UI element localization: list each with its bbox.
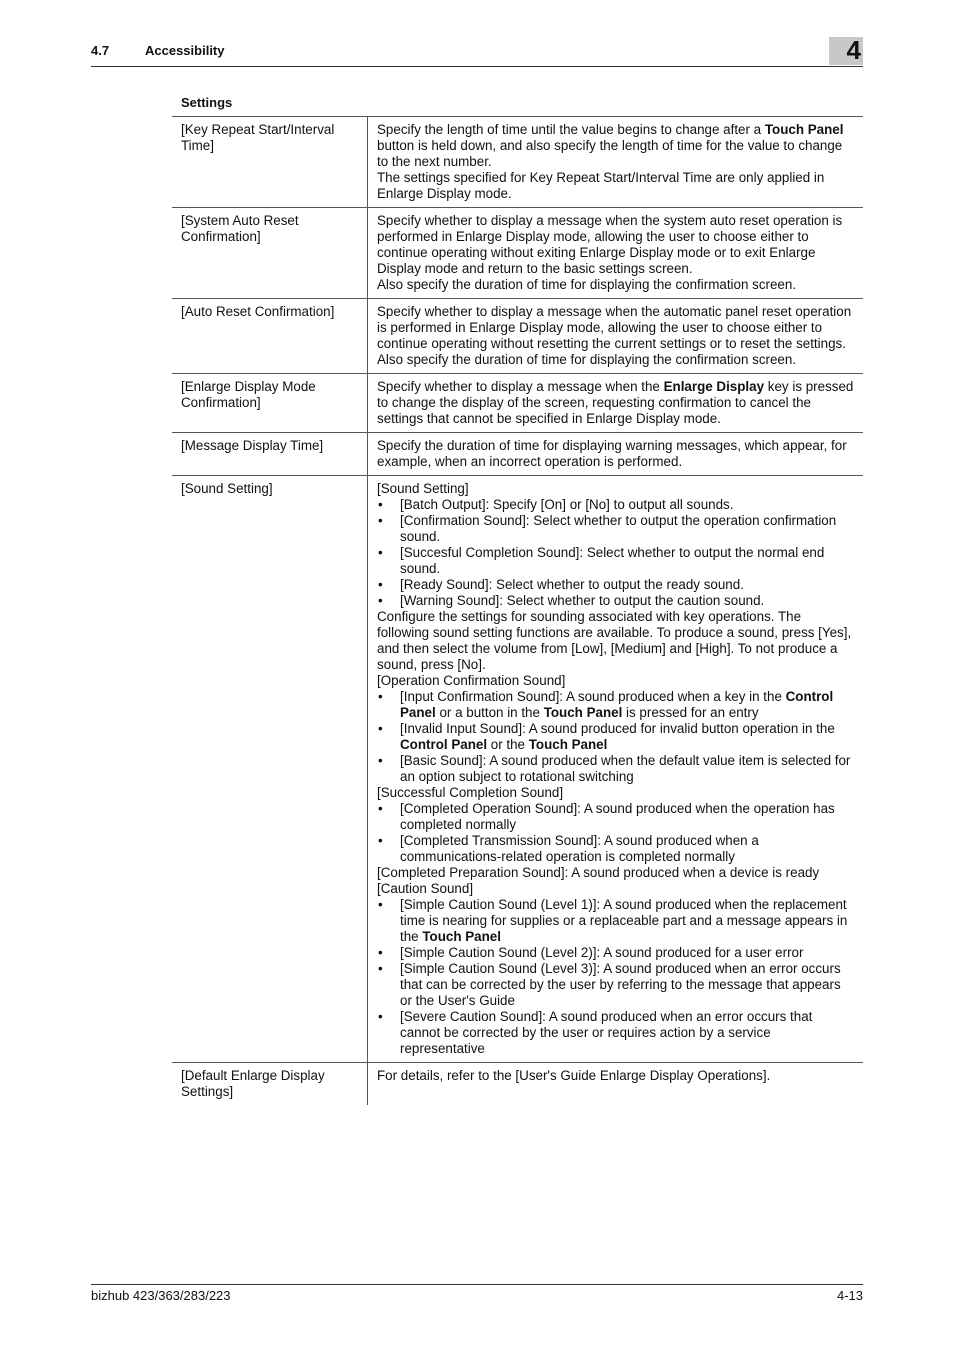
table-row (172, 117, 863, 208)
setting-name: [Key Repeat Start/Interval Time] (172, 117, 368, 208)
setting-name: [Enlarge Display Mode Confirmation] (172, 374, 368, 433)
list-item (377, 1009, 855, 1057)
text-run: [Confirmation Sound]: Select whether to output the operation confirmation sound. (400, 513, 837, 544)
text-run: Specify whether to display a message when the system auto reset operation is performed in Enlarge Display mode, allowing the user to choose either to continue operating without exiting Enlarge Display mode or to exit Enlarge Display mode and return to the basic settings screen. (377, 213, 843, 276)
text-run: The settings specified for Key Repeat Start/Interval Time are only applied in Enlarge Display mode. (377, 170, 825, 201)
bold-term: Control Panel (400, 737, 488, 752)
setting-name: [Auto Reset Confirmation] (172, 299, 368, 374)
description-line (377, 277, 855, 293)
settings-table (172, 116, 863, 1105)
text-run: [Succesful Completion Sound]: Select whether to output the normal end sound. (400, 545, 825, 576)
table-row (172, 208, 863, 299)
text-run: Also specify the duration of time for displaying the confirmation screen. (377, 277, 797, 292)
setting-name: [Message Display Time] (172, 433, 368, 476)
page-footer (91, 1284, 863, 1303)
setting-description (368, 476, 864, 1063)
list-item (377, 545, 855, 577)
text-run: [Input Confirmation Sound]: A sound produced when a key in the (400, 689, 786, 704)
setting-description (368, 299, 864, 374)
text-run: Also specify the duration of time for displaying the confirmation screen. (377, 352, 797, 367)
text-run: [Batch Output]: Specify [On] or [No] to output all sounds. (400, 497, 734, 512)
list-item (377, 801, 855, 833)
list-item (377, 689, 855, 721)
setting-description (368, 208, 864, 299)
text-run: For details, refer to the [User's Guide Enlarge Display Operations]. (377, 1068, 771, 1083)
setting-description (368, 117, 864, 208)
page-header (91, 35, 863, 67)
list-item (377, 497, 855, 513)
description-line (377, 673, 855, 689)
text-run: [Completed Preparation Sound]: A sound produced when a device is ready (377, 865, 820, 880)
text-run: [Invalid Input Sound]: A sound produced for invalid button operation in the (400, 721, 835, 736)
bold-term: Enlarge Display (663, 379, 765, 394)
bullet-list (377, 689, 855, 785)
description-line (377, 170, 855, 202)
description-line (377, 379, 855, 427)
setting-name: [Sound Setting] (172, 476, 368, 1063)
text-run: [Simple Caution Sound (Level 1)]: A sound produced when the replacement time is nearing for supplies or a replaceable part and a message appears in the (400, 897, 848, 944)
text-run: Specify whether to display a message when the automatic panel reset operation is performed in Enlarge Display mode, allowing the user to choose either to continue operating without resetting the current settings or to reset the settings. (377, 304, 852, 351)
list-item (377, 897, 855, 945)
text-run: [Caution Sound] (377, 881, 474, 896)
text-run: [Completed Operation Sound]: A sound produced when the operation has completed normally (400, 801, 835, 832)
bullet-list (377, 801, 855, 865)
chapter-tab (829, 37, 863, 65)
list-item (377, 721, 855, 753)
bold-term: Touch Panel (543, 705, 623, 720)
list-item (377, 961, 855, 1009)
table-row (172, 299, 863, 374)
list-item (377, 833, 855, 865)
text-run: button is held down, and also specify the length of time for the value to change to the next number. (377, 138, 843, 169)
text-run: [Ready Sound]: Select whether to output the ready sound. (400, 577, 744, 592)
text-run: is pressed for an entry (622, 705, 759, 720)
text-run: Specify the duration of time for displaying warning messages, which appear, for example, when an incorrect operation is performed. (377, 438, 847, 469)
text-run: [Sound Setting] (377, 481, 469, 496)
description-line (377, 609, 855, 673)
section-title: Accessibility (145, 43, 225, 58)
text-run: key is pressed to change the display of the screen, requesting confirmation to cancel the settings that cannot be specified in Enlarge Display mode. (377, 379, 854, 426)
bullet-list (377, 497, 855, 609)
section-number: 4.7 (91, 43, 110, 58)
description-line (377, 1068, 855, 1084)
description-line (377, 881, 855, 897)
chapter-number: 4 (846, 35, 861, 65)
table-row (172, 476, 863, 1063)
text-run: Specify whether to display a message when the (377, 379, 664, 394)
text-run: [Simple Caution Sound (Level 2)]: A sound produced for a user error (400, 945, 804, 960)
list-item (377, 945, 855, 961)
description-line (377, 213, 855, 277)
list-item (377, 753, 855, 785)
description-line (377, 304, 855, 352)
list-item (377, 513, 855, 545)
text-run: or a button in the (435, 705, 544, 720)
text-run: [Completed Transmission Sound]: A sound produced when a communications-related operation is completed normally (400, 833, 759, 864)
text-run: Configure the settings for sounding associated with key operations. The following sound setting functions are available. To produce a sound, press [Yes], and then select the volume from [Low], [Medium] and [High]. To not produce a sound, press [No]. (377, 609, 852, 672)
list-item (377, 593, 855, 609)
footer-model: bizhub 423/363/283/223 (91, 1288, 231, 1303)
settings-heading: Settings (181, 95, 233, 110)
setting-description (368, 433, 864, 476)
description-line (377, 122, 855, 170)
text-run: [Simple Caution Sound (Level 3)]: A sound produced when an error occurs that can be corrected by the user by referring to the message that appears or the User's Guide (400, 961, 841, 1008)
table-row (172, 374, 863, 433)
text-run: [Severe Caution Sound]: A sound produced when an error occurs that cannot be corrected by the user or requires action by a service representative (400, 1009, 813, 1056)
list-item (377, 577, 855, 593)
description-line (377, 481, 855, 497)
text-run: [Warning Sound]: Select whether to output the caution sound. (400, 593, 765, 608)
bold-term: Touch Panel (764, 122, 844, 137)
setting-description (368, 1063, 864, 1106)
text-run: [Operation Confirmation Sound] (377, 673, 566, 688)
setting-name: [Default Enlarge Display Settings] (172, 1063, 368, 1106)
description-line (377, 865, 855, 881)
bullet-list (377, 897, 855, 1057)
text-run: [Basic Sound]: A sound produced when the default value item is selected for an option subject to rotational switching (400, 753, 851, 784)
setting-description (368, 374, 864, 433)
description-line (377, 352, 855, 368)
bold-term: Touch Panel (422, 929, 501, 944)
setting-name: [System Auto Reset Confirmation] (172, 208, 368, 299)
description-line (377, 785, 855, 801)
text-run: Specify the length of time until the value begins to change after a (377, 122, 765, 137)
description-line (377, 438, 855, 470)
table-row (172, 1063, 863, 1106)
table-row (172, 433, 863, 476)
bold-term: Control Panel (400, 689, 834, 720)
text-run: or the (487, 737, 529, 752)
footer-page-number: 4-13 (836, 1288, 863, 1303)
bold-term: Touch Panel (528, 737, 608, 752)
text-run: [Successful Completion Sound] (377, 785, 564, 800)
